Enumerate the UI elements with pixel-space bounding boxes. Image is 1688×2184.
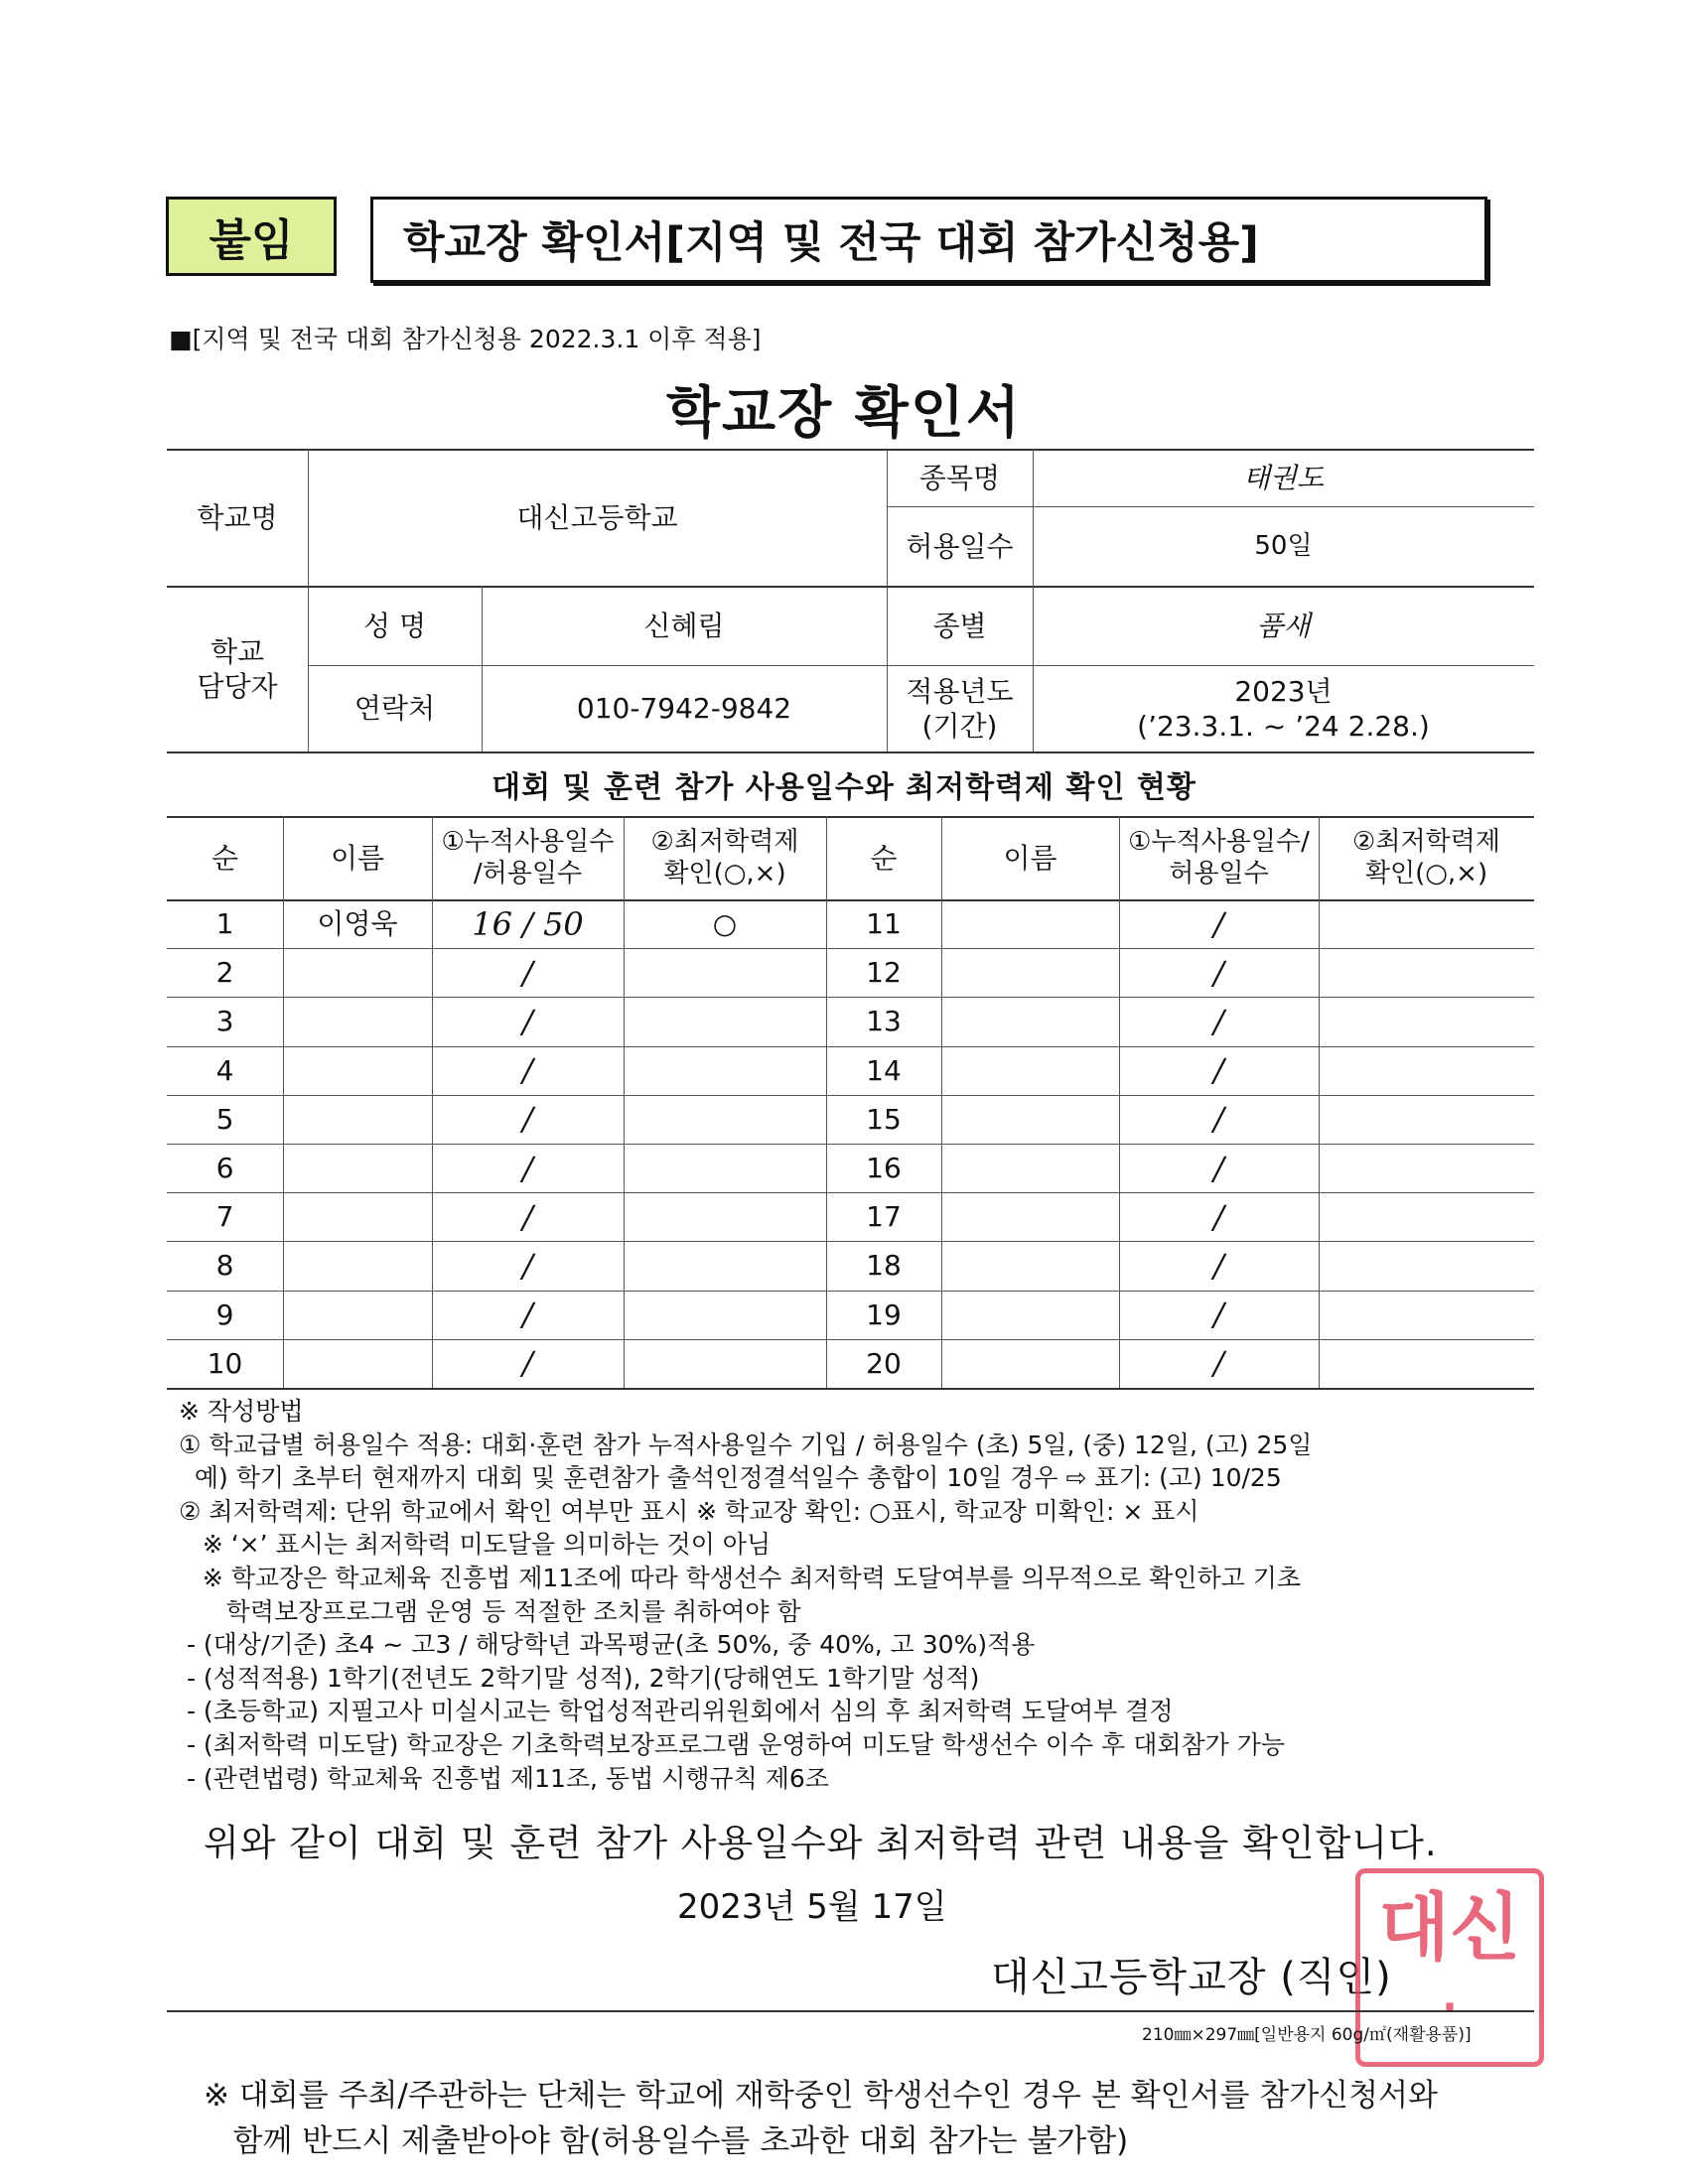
contact-value: 010-7942-9842 — [576, 692, 792, 725]
table-cell-days2: / — [1213, 1197, 1224, 1236]
category-label: 종별 — [932, 609, 987, 642]
manager-name-value: 신혜림 — [643, 609, 725, 642]
table-cell-name — [283, 1291, 432, 1339]
table-cell-check: ○ — [712, 907, 738, 941]
table-cell-days2: / — [1213, 1296, 1224, 1334]
table-cell-no2: 13 — [866, 1005, 902, 1038]
table-cell-check2 — [1319, 1291, 1534, 1339]
table-cell-name — [283, 1046, 432, 1095]
table-cell-days: / — [522, 1197, 533, 1236]
table-cell-no2: 17 — [866, 1200, 902, 1234]
sport-value: 태권도 — [1242, 461, 1325, 494]
table-cell-check — [624, 1144, 826, 1192]
table-cell-no: 3 — [215, 1005, 234, 1038]
sport-label: 종목명 — [918, 461, 1001, 494]
col-header-check: ②최저학력제 확인(○,×) — [650, 826, 799, 888]
manager-label: 학교 담당자 — [197, 634, 278, 703]
table-cell-no2: 12 — [866, 956, 902, 990]
table-cell-days2: / — [1213, 1051, 1224, 1090]
table-cell-no2: 14 — [866, 1053, 902, 1087]
instruction-line: 예) 학기 초부터 현재까지 대회 및 훈련참가 출석인정결석일수 총합이 10일 경우 ⇨ 표기: (고) 10/25 — [179, 1463, 1282, 1493]
submission-note — [204, 2073, 1438, 2164]
table-cell-no: 7 — [215, 1200, 234, 1234]
instruction-line: ① 학교급별 허용일수 적용: 대회·훈련 참가 누적사용일수 기입 / 허용일수 (초) 5일, (중) 12일, (고) 25일 — [179, 1430, 1313, 1459]
table-cell-no2: 18 — [866, 1249, 902, 1283]
confirmation-text: 위와 같이 대회 및 훈련 참가 사용일수와 최저학력 관련 내용을 확인합니다. — [204, 1822, 1438, 1864]
table-cell-name2 — [941, 1192, 1119, 1241]
table-cell-no: 4 — [215, 1053, 234, 1087]
table-cell-days: / — [522, 1296, 533, 1334]
table-cell-no2: 19 — [866, 1297, 902, 1331]
table-cell-check2 — [1319, 1339, 1534, 1388]
table-cell-check — [624, 948, 826, 997]
instruction-line: - (대상/기준) 초4 ~ 고3 / 해당학년 과목평균(초 50%, 중 40%, 고 30%)적용 — [179, 1630, 1036, 1660]
table-cell-name2 — [941, 1144, 1119, 1192]
col-header-check-right: ②최저학력제 확인(○,×) — [1352, 826, 1500, 888]
table-cell-days2: / — [1213, 1149, 1224, 1187]
period-label: 적용년도 (기간) — [906, 674, 1014, 743]
table-cell-name2 — [941, 1095, 1119, 1144]
table-cell-check — [624, 997, 826, 1045]
table-cell-days: / — [522, 953, 533, 992]
table-cell-days: 16 / 50 — [472, 904, 584, 943]
school-name-label: 학교명 — [197, 500, 278, 534]
table-cell-no2: 16 — [866, 1152, 902, 1185]
table-cell-name2 — [941, 899, 1119, 948]
table-cell-name — [283, 997, 432, 1045]
table-cell-check — [624, 1192, 826, 1241]
section-title: 대회 및 훈련 참가 사용일수와 최저학력제 확인 현황 — [492, 770, 1196, 805]
table-cell-name2 — [941, 1241, 1119, 1290]
table-cell-check — [624, 1339, 826, 1388]
table-cell-check2 — [1319, 948, 1534, 997]
period-value: 2023년 (’23.3.1. ~ ’24 2.28.) — [1137, 674, 1430, 743]
col-header-days: ①누적사용일수 /허용일수 — [441, 826, 615, 888]
table-cell-name2 — [941, 1339, 1119, 1388]
principal-signature: 대신고등학교장 (직인) — [991, 1955, 1392, 2000]
allowed-days-value: 50일 — [1254, 530, 1313, 561]
table-cell-days2: / — [1213, 953, 1224, 992]
table-cell-no: 2 — [215, 956, 234, 990]
instruction-line: - (초등학교) 지필고사 미실시교는 학업성적관리위원회에서 심의 후 최저학력 도달여부 결정 — [179, 1697, 1174, 1726]
category-value: 품새 — [1256, 609, 1311, 642]
table-cell-days: / — [522, 1100, 533, 1139]
table-cell-days2: / — [1213, 904, 1224, 943]
table-cell-no2: 15 — [866, 1102, 902, 1136]
table-cell-name — [283, 1144, 432, 1192]
table-cell-name2 — [941, 1291, 1119, 1339]
instruction-line: ※ 학교장은 학교체육 진흥법 제11조에 따라 학생선수 최저학력 도달여부를 의무적으로 확인하고 기초 — [179, 1564, 1302, 1592]
table-cell-days2: / — [1213, 1344, 1224, 1383]
instruction-line: ※ ‘×’ 표시는 최저학력 미도달을 의미하는 것이 아님 — [179, 1530, 772, 1560]
table-cell-days2: / — [1213, 1002, 1224, 1040]
table-cell-name — [283, 1241, 432, 1290]
contact-label: 연락처 — [353, 692, 436, 725]
table-cell-no: 6 — [215, 1152, 234, 1185]
table-cell-check — [624, 1046, 826, 1095]
table-cell-days: / — [522, 1246, 533, 1285]
table-cell-no: 1 — [215, 907, 234, 941]
table-cell-name2 — [941, 997, 1119, 1045]
table-cell-check2 — [1319, 997, 1534, 1045]
table-cell-check2 — [1319, 1144, 1534, 1192]
table-cell-no: 8 — [215, 1249, 234, 1283]
table-cell-check2 — [1319, 1192, 1534, 1241]
table-cell-check2 — [1319, 1095, 1534, 1144]
table-cell-name2 — [941, 1046, 1119, 1095]
table-cell-check2 — [1319, 899, 1534, 948]
confirmation-date: 2023년 5월 17일 — [677, 1887, 947, 1927]
table-cell-no2: 11 — [866, 907, 902, 941]
submission-note-line: 함께 반드시 제출받아야 함(허용일수를 초과한 대회 참가는 불가함) — [204, 2123, 1129, 2159]
allowed-days-label: 허용일수 — [906, 529, 1014, 563]
table-cell-no: 9 — [215, 1297, 234, 1331]
table-cell-name — [283, 948, 432, 997]
paper-spec: 210㎜×297㎜[일반용지 60g/㎡(재활용품)] — [1142, 2025, 1472, 2045]
manager-name-label: 성 명 — [363, 609, 426, 642]
table-cell-check — [624, 1095, 826, 1144]
table-cell-name: 이영욱 — [317, 907, 398, 941]
table-cell-name2 — [941, 948, 1119, 997]
table-cell-days2: / — [1213, 1100, 1224, 1139]
instruction-line: - (최저학력 미도달) 학교장은 기초학력보장프로그램 운영하여 미도달 학생선수 이수 후 대회참가 가능 — [179, 1730, 1286, 1759]
table-cell-days: / — [522, 1344, 533, 1383]
instruction-line: ② 최저학력제: 단위 학교에서 확인 여부만 표시 ※ 학교장 확인: ○표시, 학교장 미확인: × 표시 — [179, 1496, 1199, 1526]
table-cell-days2: / — [1213, 1246, 1224, 1285]
attachment-badge: 붙임 — [166, 197, 337, 276]
table-cell-check2 — [1319, 1241, 1534, 1290]
col-header-name-right: 이름 — [1003, 841, 1057, 875]
submission-note-line: ※ 대회를 주최/주관하는 단체는 학교에 재학중인 학생선수인 경우 본 확인서를 참가신청서와 — [204, 2078, 1438, 2114]
school-name-value: 대신고등학교 — [516, 500, 678, 534]
instruction-line: 학력보장프로그램 운영 등 적절한 조치를 취하여야 함 — [179, 1596, 801, 1626]
instruction-line: - (성적적용) 1학기(전년도 2학기말 성적), 2학기(당해연도 1학기말 성적) — [179, 1663, 980, 1693]
table-cell-check — [624, 1241, 826, 1290]
col-header-no-right: 순 — [870, 841, 898, 875]
instruction-line: - (관련법령) 학교체육 진흥법 제11조, 동법 시행규칙 제6조 — [179, 1763, 829, 1793]
table-cell-no2: 20 — [866, 1346, 902, 1380]
table-cell-check2 — [1319, 1046, 1534, 1095]
table-cell-days: / — [522, 1051, 533, 1090]
table-cell-check — [624, 1291, 826, 1339]
official-seal-stamp: 대신 · — [1355, 1868, 1544, 2067]
form-title-box: 학교장 확인서[지역 및 전국 대회 참가신청용] — [370, 197, 1487, 283]
table-cell-name — [283, 1095, 432, 1144]
instruction-line: ※ 작성방법 — [179, 1397, 304, 1426]
table-cell-no: 10 — [207, 1346, 243, 1380]
table-cell-no: 5 — [215, 1102, 234, 1136]
applicability-note: ■[지역 및 전국 대회 참가신청용 2022.3.1 이후 적용] — [169, 325, 762, 353]
document-title: 학교장 확인서 — [665, 381, 1023, 446]
table-cell-days: / — [522, 1149, 533, 1187]
table-cell-name — [283, 1192, 432, 1241]
col-header-name: 이름 — [330, 841, 385, 875]
col-header-no: 순 — [211, 841, 239, 875]
col-header-days-right: ①누적사용일수/ 허용일수 — [1128, 826, 1310, 888]
table-cell-days: / — [522, 1002, 533, 1040]
table-cell-name — [283, 1339, 432, 1388]
